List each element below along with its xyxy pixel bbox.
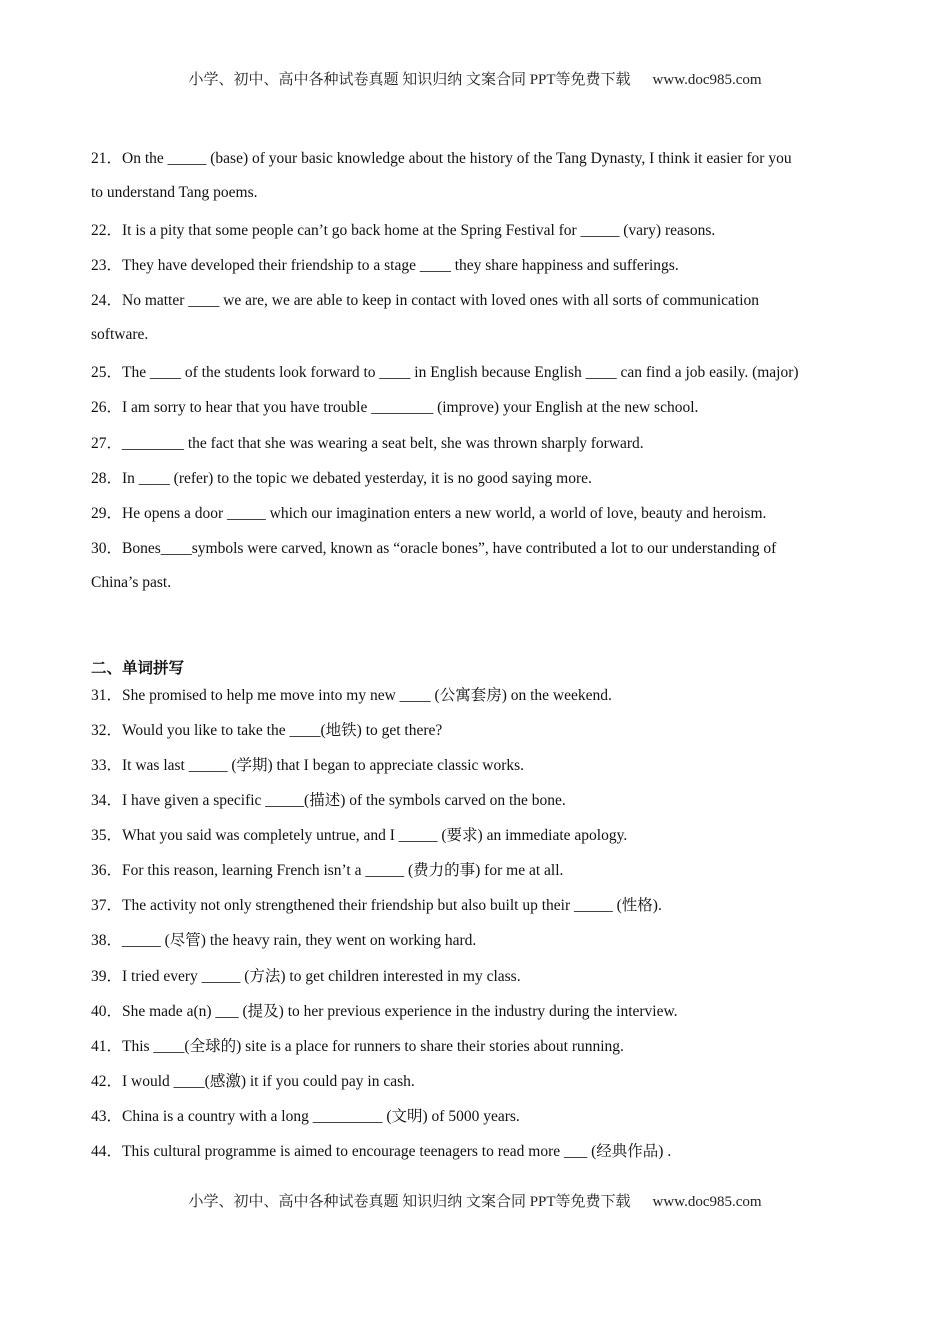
question-28: 28．In ____ (refer) to the topic we debated yesterday, it is no good saying more. [91,470,592,487]
question-30-line-1: 30．Bones____symbols were carved, known as “oracle bones”, have contributed a lot to our understanding of [91,540,777,557]
section-title: 二、单词拼写 [91,659,185,677]
question-31: 31．She promised to help me move into my new ____ (公寓套房) on the weekend. [91,687,612,704]
question-38: 38．_____ (尽管) the heavy rain, they went on working hard. [91,932,477,949]
question-30-line-2: China’s past. [91,574,172,591]
question-43: 43．China is a country with a long _________ (文明) of 5000 years. [91,1108,520,1125]
question-29: 29．He opens a door _____ which our imagination enters a new world, a world of love, beauty and heroism. [91,505,767,522]
question-21-line-1: 21．On the _____ (base) of your basic knowledge about the history of the Tang Dynasty, I think it easier for you [91,150,792,167]
question-33: 33．It was last _____ (学期) that I began to appreciate classic works. [91,757,525,774]
question-25: 25．The ____ of the students look forward to ____ in English because English ____ can find a job easily. (major) [91,364,799,381]
footer-url[interactable]: www.doc985.com [652,1194,762,1210]
question-32: 32．Would you like to take the ____(地铁) to get there? [91,722,443,739]
question-34: 34．I have given a specific _____(描述) of the symbols carved on the bone. [91,792,566,809]
header-text: 小学、初中、高中各种试卷真题 知识归纳 文案合同 PPT等免费下载 [188,72,631,88]
question-42: 42．I would ____(感激) it if you could pay in cash. [91,1073,415,1090]
question-40: 40．She made a(n) ___ (提及) to her previous experience in the industry during the interview. [91,1003,678,1020]
question-39: 39．I tried every _____ (方法) to get children interested in my class. [91,968,521,985]
question-37: 37．The activity not only strengthened their friendship but also built up their _____ (性格). [91,897,662,914]
question-24-line-1: 24．No matter ____ we are, we are able to keep in contact with loved ones with all sorts of communication [91,292,760,309]
question-23: 23．They have developed their friendship to a stage ____ they share happiness and sufferings. [91,257,679,274]
question-26: 26．I am sorry to hear that you have trouble ________ (improve) your English at the new school. [91,399,699,416]
question-41: 41．This ____(全球的) site is a place for runners to share their stories about running. [91,1038,624,1055]
page-footer [0,1190,950,1211]
question-35: 35．What you said was completely untrue, and I _____ (要求) an immediate apology. [91,827,628,844]
question-36: 36．For this reason, learning French isn’t a _____ (费力的事) for me at all. [91,862,564,879]
question-21-line-2: to understand Tang poems. [91,184,258,201]
question-22: 22．It is a pity that some people can’t go back home at the Spring Festival for _____ (vary) reasons. [91,222,716,239]
question-27: 27．________ the fact that she was wearing a seat belt, she was thrown sharply forward. [91,435,644,452]
page-header [0,68,950,89]
footer-text: 小学、初中、高中各种试卷真题 知识归纳 文案合同 PPT等免费下载 [188,1194,631,1210]
header-url[interactable]: www.doc985.com [652,72,762,88]
question-24-line-2: software. [91,326,149,343]
question-44: 44．This cultural programme is aimed to encourage teenagers to read more ___ (经典作品) . [91,1143,672,1160]
